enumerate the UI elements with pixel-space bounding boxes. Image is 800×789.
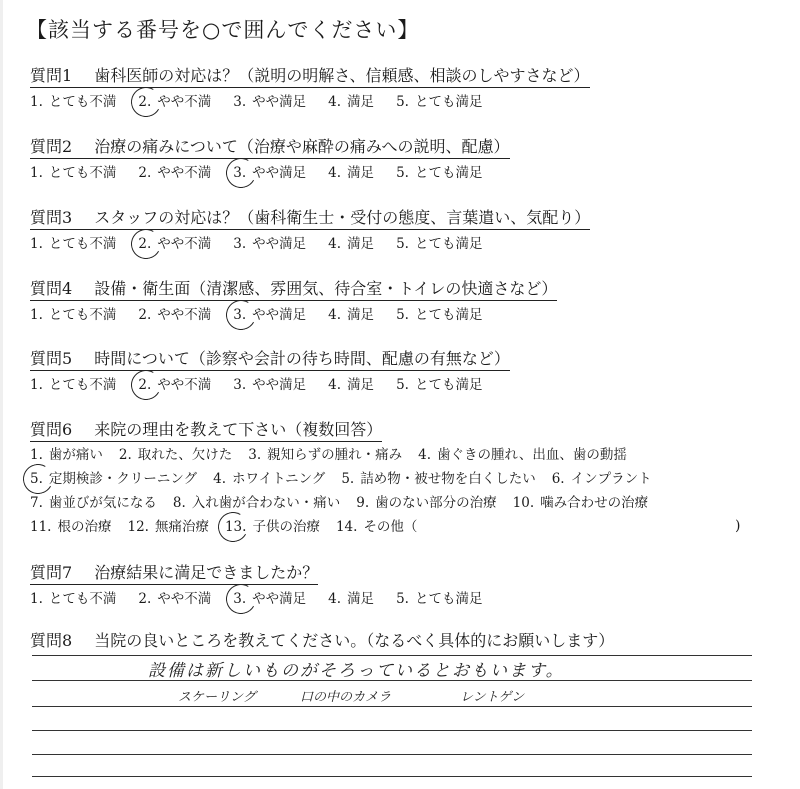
q6-option-num: 7. bbox=[30, 495, 43, 511]
q7-option-4-num: 4. bbox=[328, 591, 342, 607]
q6-option[interactable] bbox=[418, 446, 627, 464]
question-3-label: 質問3 bbox=[30, 208, 73, 227]
q6-option-num: 6. bbox=[551, 471, 565, 487]
q6-option-num: 4. bbox=[418, 447, 432, 463]
q3-option-2-num: 2. bbox=[138, 236, 152, 252]
q6-option-text: 取れた、欠けた bbox=[137, 447, 233, 463]
q5-option-3-text: やや満足 bbox=[252, 377, 307, 393]
q6-option-text: その他（ bbox=[363, 519, 418, 535]
q1-option-1[interactable] bbox=[30, 93, 116, 111]
q6-option-text: 子供の治療 bbox=[252, 519, 320, 535]
q4-option-3[interactable] bbox=[233, 306, 306, 324]
selection-circle bbox=[128, 84, 165, 121]
q6-option-num: 9. bbox=[356, 495, 370, 511]
question-1-text: 歯科医師の対応は？（説明の明解さ、信頼感、相談のしやすさなど） bbox=[94, 66, 590, 85]
q7-option-2[interactable] bbox=[138, 590, 211, 608]
other-close-paren: ) bbox=[735, 518, 741, 534]
question-1-options bbox=[30, 93, 504, 111]
question-7-options bbox=[30, 590, 504, 608]
q1-option-3-text: やや満足 bbox=[252, 94, 307, 110]
question-5-options bbox=[30, 376, 504, 394]
answer-line bbox=[32, 730, 752, 731]
q6-option-text: 親知らずの腫れ・痛み bbox=[267, 447, 403, 463]
q3-option-3-text: やや満足 bbox=[252, 236, 307, 252]
q6-option[interactable] bbox=[356, 494, 496, 512]
q2-option-4[interactable] bbox=[328, 164, 374, 182]
q3-option-5[interactable] bbox=[396, 235, 482, 253]
q3-option-2-text: やや不満 bbox=[157, 236, 212, 252]
q6-line-1 bbox=[30, 446, 643, 464]
question-1-title bbox=[30, 66, 590, 88]
q5-option-4-text: 満足 bbox=[347, 377, 375, 393]
q6-option-num: 3. bbox=[248, 447, 262, 463]
q6-option[interactable] bbox=[248, 446, 402, 464]
q7-option-4-text: 満足 bbox=[347, 591, 375, 607]
q6-option[interactable] bbox=[341, 470, 535, 488]
q7-option-5-text: とても満足 bbox=[414, 591, 483, 607]
q5-option-5[interactable] bbox=[396, 376, 482, 394]
q4-option-5[interactable] bbox=[396, 306, 482, 324]
q6-option-text: 根の治療 bbox=[57, 519, 112, 535]
q1-option-5-text: とても満足 bbox=[414, 94, 483, 110]
q6-option-text: 無痛治療 bbox=[154, 519, 209, 535]
q2-option-4-num: 4. bbox=[328, 165, 342, 181]
q1-option-5-num: 5. bbox=[396, 94, 409, 110]
q4-option-4-num: 4. bbox=[328, 307, 342, 323]
q2-option-5[interactable] bbox=[396, 164, 482, 182]
question-8-text: 当院の良いところを教えてください。（なるべく具体的にお願いします） bbox=[94, 631, 615, 650]
question-3-title bbox=[30, 208, 590, 230]
selection-circle bbox=[215, 509, 252, 546]
q6-option-text: 入れ歯が合わない・痛い bbox=[191, 495, 341, 511]
question-8-title bbox=[30, 631, 614, 651]
q3-option-5-text: とても満足 bbox=[414, 236, 483, 252]
q4-option-4[interactable] bbox=[328, 306, 374, 324]
question-4-title bbox=[30, 279, 557, 301]
q3-option-3[interactable] bbox=[233, 235, 306, 253]
q2-option-2-num: 2. bbox=[138, 165, 152, 181]
question-3-text: スタッフの対応は？（歯科衛生士・受付の態度、言葉遣い、気配り） bbox=[94, 208, 591, 227]
q2-option-4-text: 満足 bbox=[347, 165, 375, 181]
q5-option-3-num: 3. bbox=[233, 377, 247, 393]
q1-option-4-num: 4. bbox=[328, 94, 342, 110]
q5-option-3[interactable] bbox=[233, 376, 306, 394]
q6-option-text: 歯が痛い bbox=[48, 447, 103, 463]
q6-option[interactable] bbox=[30, 494, 157, 512]
q7-option-3-text: やや満足 bbox=[252, 591, 307, 607]
q6-option[interactable] bbox=[173, 494, 340, 512]
q6-option-checkup[interactable] bbox=[30, 470, 197, 488]
q1-option-2[interactable] bbox=[138, 93, 211, 111]
q3-option-2[interactable] bbox=[138, 235, 211, 253]
q4-option-5-num: 5. bbox=[396, 307, 409, 323]
question-2-title bbox=[30, 137, 510, 159]
q5-option-2-num: 2. bbox=[138, 377, 152, 393]
q4-option-1-text: とても不満 bbox=[48, 307, 117, 323]
q4-option-3-text: やや満足 bbox=[252, 307, 307, 323]
q2-option-3[interactable] bbox=[233, 164, 306, 182]
q3-option-4-text: 満足 bbox=[347, 236, 375, 252]
q2-option-1-num: 1. bbox=[30, 165, 43, 181]
q6-line-3 bbox=[30, 494, 664, 512]
q2-option-2-text: やや不満 bbox=[157, 165, 212, 181]
question-2-text: 治療の痛みについて（治療や麻酔の痛みへの説明、配慮） bbox=[94, 137, 510, 156]
q1-option-3[interactable] bbox=[233, 93, 306, 111]
q6-option-num: 12. bbox=[127, 519, 149, 535]
q1-option-1-text: とても不満 bbox=[48, 94, 117, 110]
selection-circle bbox=[20, 461, 57, 498]
question-3-options bbox=[30, 235, 504, 253]
handwritten-answer-2b: 口の中のカメラ bbox=[300, 690, 392, 705]
q1-option-4-text: 満足 bbox=[347, 94, 375, 110]
q6-option[interactable] bbox=[552, 470, 652, 488]
question-4-text: 設備・衛生面（清潔感、雰囲気、待合室・トイレの快適さなど） bbox=[94, 279, 558, 298]
q6-option-text: 定期検診・クリーニング bbox=[48, 471, 198, 487]
q6-option-other[interactable] bbox=[336, 518, 417, 536]
question-2-options bbox=[30, 164, 504, 182]
handwritten-answer-1: 設備は新しいものがそろっているとおもいます。 bbox=[148, 661, 565, 681]
q7-option-3-num: 3. bbox=[233, 591, 247, 607]
q4-option-1[interactable] bbox=[30, 306, 116, 324]
q1-option-5[interactable] bbox=[396, 93, 482, 111]
q5-option-1-num: 1. bbox=[30, 377, 43, 393]
q6-option-text: 歯ぐきの腫れ、出血、歯の動揺 bbox=[437, 447, 627, 463]
question-7-title bbox=[30, 563, 318, 585]
question-4-label: 質問4 bbox=[30, 279, 73, 298]
q5-option-5-num: 5. bbox=[396, 377, 409, 393]
q3-option-3-num: 3. bbox=[233, 236, 247, 252]
q6-option-num: 1. bbox=[30, 447, 43, 463]
q4-option-2[interactable] bbox=[138, 306, 211, 324]
q5-option-5-text: とても満足 bbox=[414, 377, 483, 393]
q6-option-text: 噛み合わせの治療 bbox=[540, 495, 649, 511]
q7-option-3[interactable] bbox=[233, 590, 306, 608]
q6-option-text: インプラント bbox=[570, 471, 652, 487]
q6-option-text: 歯のない部分の治療 bbox=[375, 495, 497, 511]
q7-option-1-text: とても不満 bbox=[48, 591, 117, 607]
q4-option-5-text: とても満足 bbox=[414, 307, 483, 323]
q6-option-text: 歯並びが気になる bbox=[48, 495, 157, 511]
handwritten-answer-2c: レントゲン bbox=[460, 690, 525, 705]
q5-option-1[interactable] bbox=[30, 376, 116, 394]
q6-option[interactable] bbox=[119, 446, 232, 464]
q5-option-1-text: とても不満 bbox=[48, 377, 117, 393]
q6-line-2 bbox=[30, 470, 668, 488]
q7-option-1[interactable] bbox=[30, 590, 116, 608]
q4-option-1-num: 1. bbox=[30, 307, 43, 323]
q3-option-5-num: 5. bbox=[396, 236, 409, 252]
question-5-text: 時間について（診察や会計の待ち時間、配慮の有無など） bbox=[94, 349, 510, 368]
selection-circle bbox=[128, 367, 165, 404]
q6-option[interactable] bbox=[30, 446, 103, 464]
q6-option-num: 13. bbox=[224, 519, 247, 535]
question-4-options bbox=[30, 306, 504, 324]
q6-option[interactable] bbox=[513, 494, 648, 512]
q6-option-num: 11. bbox=[30, 519, 52, 535]
q3-option-1[interactable] bbox=[30, 235, 116, 253]
question-7-label: 質問7 bbox=[30, 563, 73, 582]
q6-option-num: 5. bbox=[30, 471, 43, 487]
answer-line bbox=[32, 706, 752, 707]
q6-option-num: 2. bbox=[118, 447, 132, 463]
q6-option-num: 14. bbox=[335, 519, 358, 535]
question-1-label: 質問1 bbox=[30, 66, 73, 85]
q7-option-2-num: 2. bbox=[138, 591, 152, 607]
q1-option-3-num: 3. bbox=[233, 94, 247, 110]
q1-option-1-num: 1. bbox=[30, 94, 43, 110]
q6-option-num: 4. bbox=[213, 471, 227, 487]
q2-option-2[interactable] bbox=[138, 164, 211, 182]
q2-option-3-text: やや満足 bbox=[252, 165, 307, 181]
answer-line bbox=[32, 754, 752, 755]
q6-option-num: 5. bbox=[341, 471, 355, 487]
q3-option-4-num: 4. bbox=[328, 236, 342, 252]
question-8-label: 質問8 bbox=[30, 631, 73, 650]
question-2-label: 質問2 bbox=[30, 137, 73, 156]
q2-option-5-num: 5. bbox=[396, 165, 409, 181]
question-5-label: 質問5 bbox=[30, 349, 73, 368]
q6-option-text: 詰め物・被せ物を白くしたい bbox=[360, 471, 536, 487]
page-title: 【該当する番号を○で囲んでください】 bbox=[26, 18, 420, 42]
q6-option[interactable] bbox=[213, 470, 325, 488]
q7-option-5[interactable] bbox=[396, 590, 482, 608]
q3-option-4[interactable] bbox=[328, 235, 374, 253]
q7-option-2-text: やや不満 bbox=[157, 591, 212, 607]
question-6-label: 質問6 bbox=[30, 420, 73, 439]
q4-option-2-num: 2. bbox=[138, 307, 152, 323]
q5-option-2-text: やや不満 bbox=[157, 377, 212, 393]
selection-circle bbox=[223, 581, 260, 618]
answer-line bbox=[32, 776, 752, 777]
q6-option-text: ホワイトニング bbox=[232, 471, 326, 487]
question-5-title bbox=[30, 349, 510, 371]
selection-circle bbox=[128, 226, 165, 263]
q5-option-4[interactable] bbox=[328, 376, 374, 394]
q3-option-1-num: 1. bbox=[30, 236, 43, 252]
q1-option-2-text: やや不満 bbox=[157, 94, 212, 110]
q4-option-2-text: やや不満 bbox=[157, 307, 212, 323]
q6-option[interactable] bbox=[30, 518, 111, 536]
q2-option-1-text: とても不満 bbox=[48, 165, 117, 181]
selection-circle bbox=[223, 297, 260, 334]
q7-option-5-num: 5. bbox=[396, 591, 409, 607]
q3-option-1-text: とても不満 bbox=[48, 236, 117, 252]
q2-option-5-text: とても満足 bbox=[414, 165, 483, 181]
q6-option-num: 8. bbox=[172, 495, 186, 511]
answer-line bbox=[32, 680, 752, 681]
q7-option-4[interactable] bbox=[328, 590, 374, 608]
q6-option-num: 10. bbox=[512, 495, 535, 511]
q6-option-children[interactable] bbox=[225, 518, 320, 536]
q4-option-3-num: 3. bbox=[233, 307, 247, 323]
q1-option-2-num: 2. bbox=[138, 94, 152, 110]
q4-option-4-text: 満足 bbox=[347, 307, 375, 323]
handwritten-answer-2a: スケーリング bbox=[178, 690, 256, 705]
selection-circle bbox=[223, 155, 260, 192]
q6-option[interactable] bbox=[127, 518, 208, 536]
question-7-text: 治療結果に満足できましたか？ bbox=[94, 563, 319, 582]
q2-option-1[interactable] bbox=[30, 164, 116, 182]
q2-option-3-num: 3. bbox=[233, 165, 247, 181]
question-6-text: 来院の理由を教えて下さい（複数回答） bbox=[94, 420, 383, 439]
q1-option-4[interactable] bbox=[328, 93, 374, 111]
scan-edge bbox=[0, 0, 3, 789]
q7-option-1-num: 1. bbox=[30, 591, 43, 607]
question-6-title bbox=[30, 420, 382, 442]
q5-option-4-num: 4. bbox=[328, 377, 342, 393]
q5-option-2[interactable] bbox=[138, 376, 211, 394]
q6-line-4 bbox=[30, 518, 433, 536]
